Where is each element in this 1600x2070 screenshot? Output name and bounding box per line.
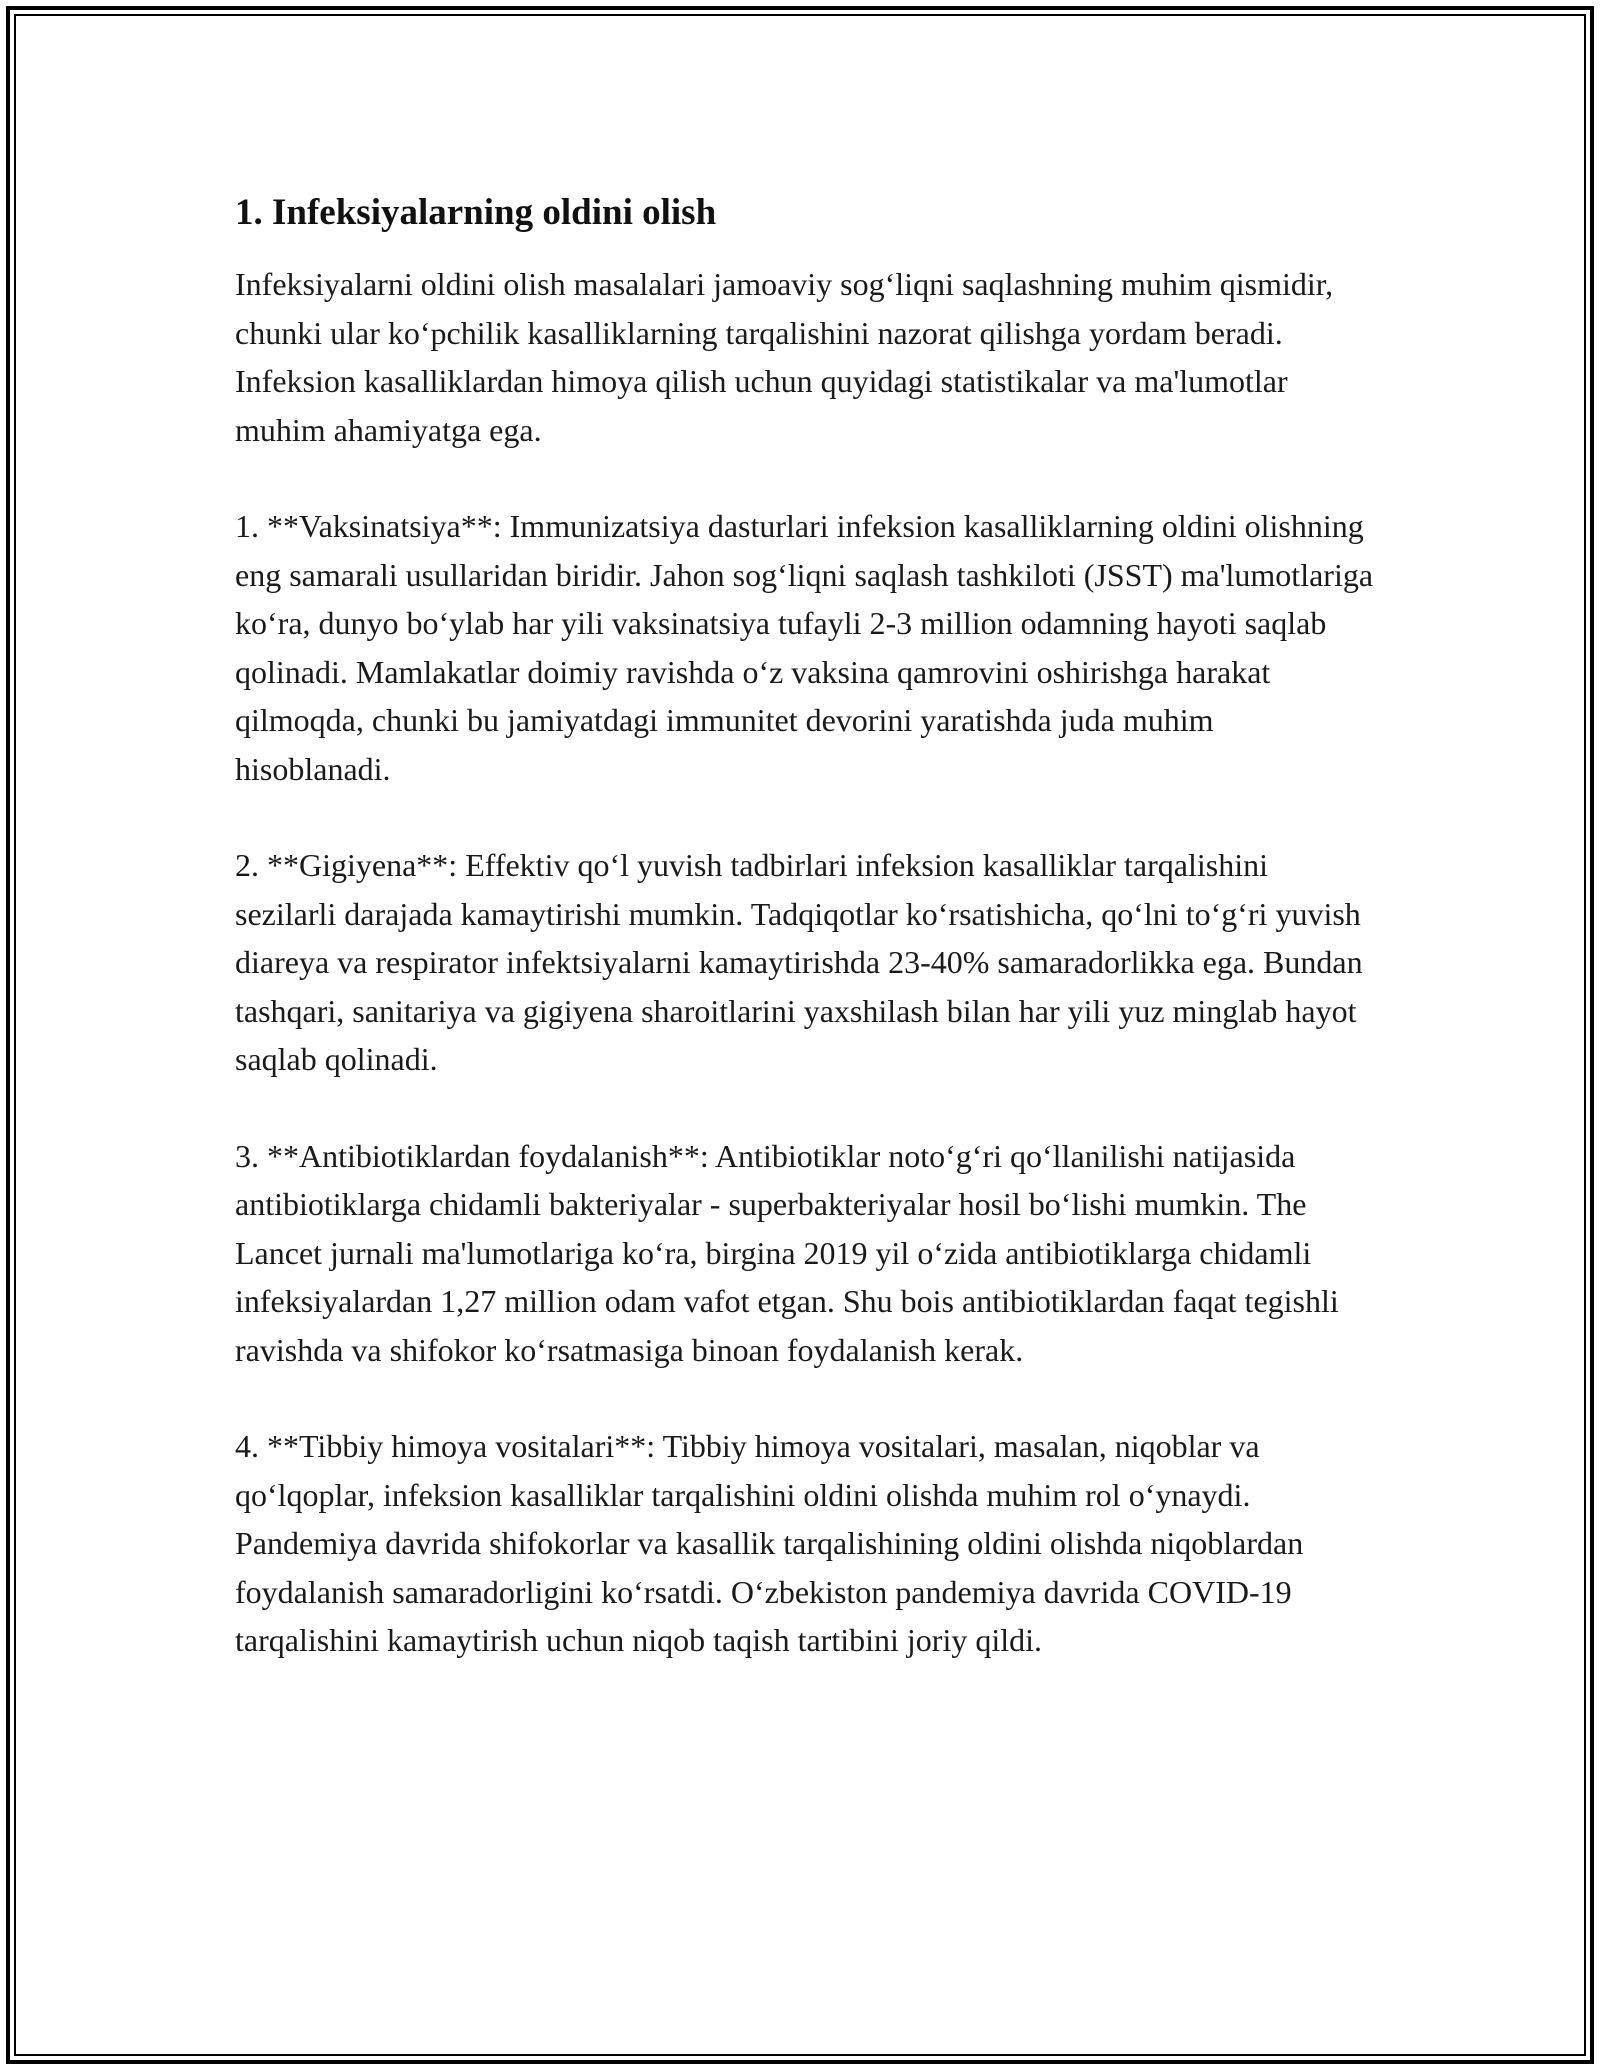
paragraph-gigiyena: 2. **Gigiyena**: Effektiv qo‘l yuvish tadbirlari infeksion kasalliklar tarqalishini sezilarli darajada kamaytirishi mumkin. Tadqiqotlar ko‘rsatishicha, qo‘lni to‘g‘ri yuvish diareya va respirator infektsiyalarni kamaytirishda 23-40% samaradorlikka ega. Bundan tashqari, sanitariya va gigiyena sharoitlarini yaxshilash bilan har yili yuz minglab hayot saqlab qolinadi.	[235, 847, 1363, 1077]
intro-paragraph: Infeksiyalarni oldini olish masalalari jamoaviy sog‘liqni saqlashning muhim qismidir, chunki ular ko‘pchilik kasalliklarning tarqalishini nazorat qilishga yordam beradi. Infeksion kasalliklardan himoya qilish uchun quyidagi statistikalar va ma'lumotlar muhim ahamiyatga ega.	[235, 266, 1334, 448]
document-body	[235, 186, 1375, 1713]
paragraph-himoya-vositalari: 4. **Tibbiy himoya vositalari**: Tibbiy himoya vositalari, masalan, niqoblar va qo‘lqoplar, infeksion kasalliklar tarqalishini oldini olishda muhim rol o‘ynaydi. Pandemiya davrida shifokorlar va kasallik tarqalishining oldini olishda niqoblardan foydalanish samaradorligini ko‘rsatdi. O‘zbekiston pandemiya davrida COVID-19 tarqalishini kamaytirish uchun niqob taqish tartibini joriy qildi.	[235, 1428, 1304, 1658]
section-heading: 1. Infeksiyalarning oldini olish	[235, 192, 717, 233]
paragraph-vaksinatsiya: 1. **Vaksinatsiya**: Immunizatsiya dasturlari infeksion kasalliklarning oldini olishning eng samarali usullaridan biridir. Jahon sog‘liqni saqlash tashkiloti (JSST) ma'lumotlariga ko‘ra, dunyo bo‘ylab har yili vaksinatsiya tufayli 2-3 million odamning hayoti saqlab qolinadi. Mamlakatlar doimiy ravishda o‘z vaksina qamrovini oshirishga harakat qilmoqda, chunki bu jamiyatdagi immunitet devorini yaratishda juda muhim hisoblanadi.	[235, 508, 1374, 787]
paragraph-antibiotiklar: 3. **Antibiotiklardan foydalanish**: Antibiotiklar noto‘g‘ri qo‘llanilishi natijasida antibiotiklarga chidamli bakteriyalar - superbakteriyalar hosil bo‘lishi mumkin. The Lancet jurnali ma'lumotlariga ko‘ra, birgina 2019 yil o‘zida antibiotiklarga chidamli infeksiyalardan 1,27 million odam vafot etgan. Shu bois antibiotiklardan faqat tegishli ravishda va shifokor ko‘rsatmasiga binoan foydalanish kerak.	[235, 1137, 1339, 1368]
